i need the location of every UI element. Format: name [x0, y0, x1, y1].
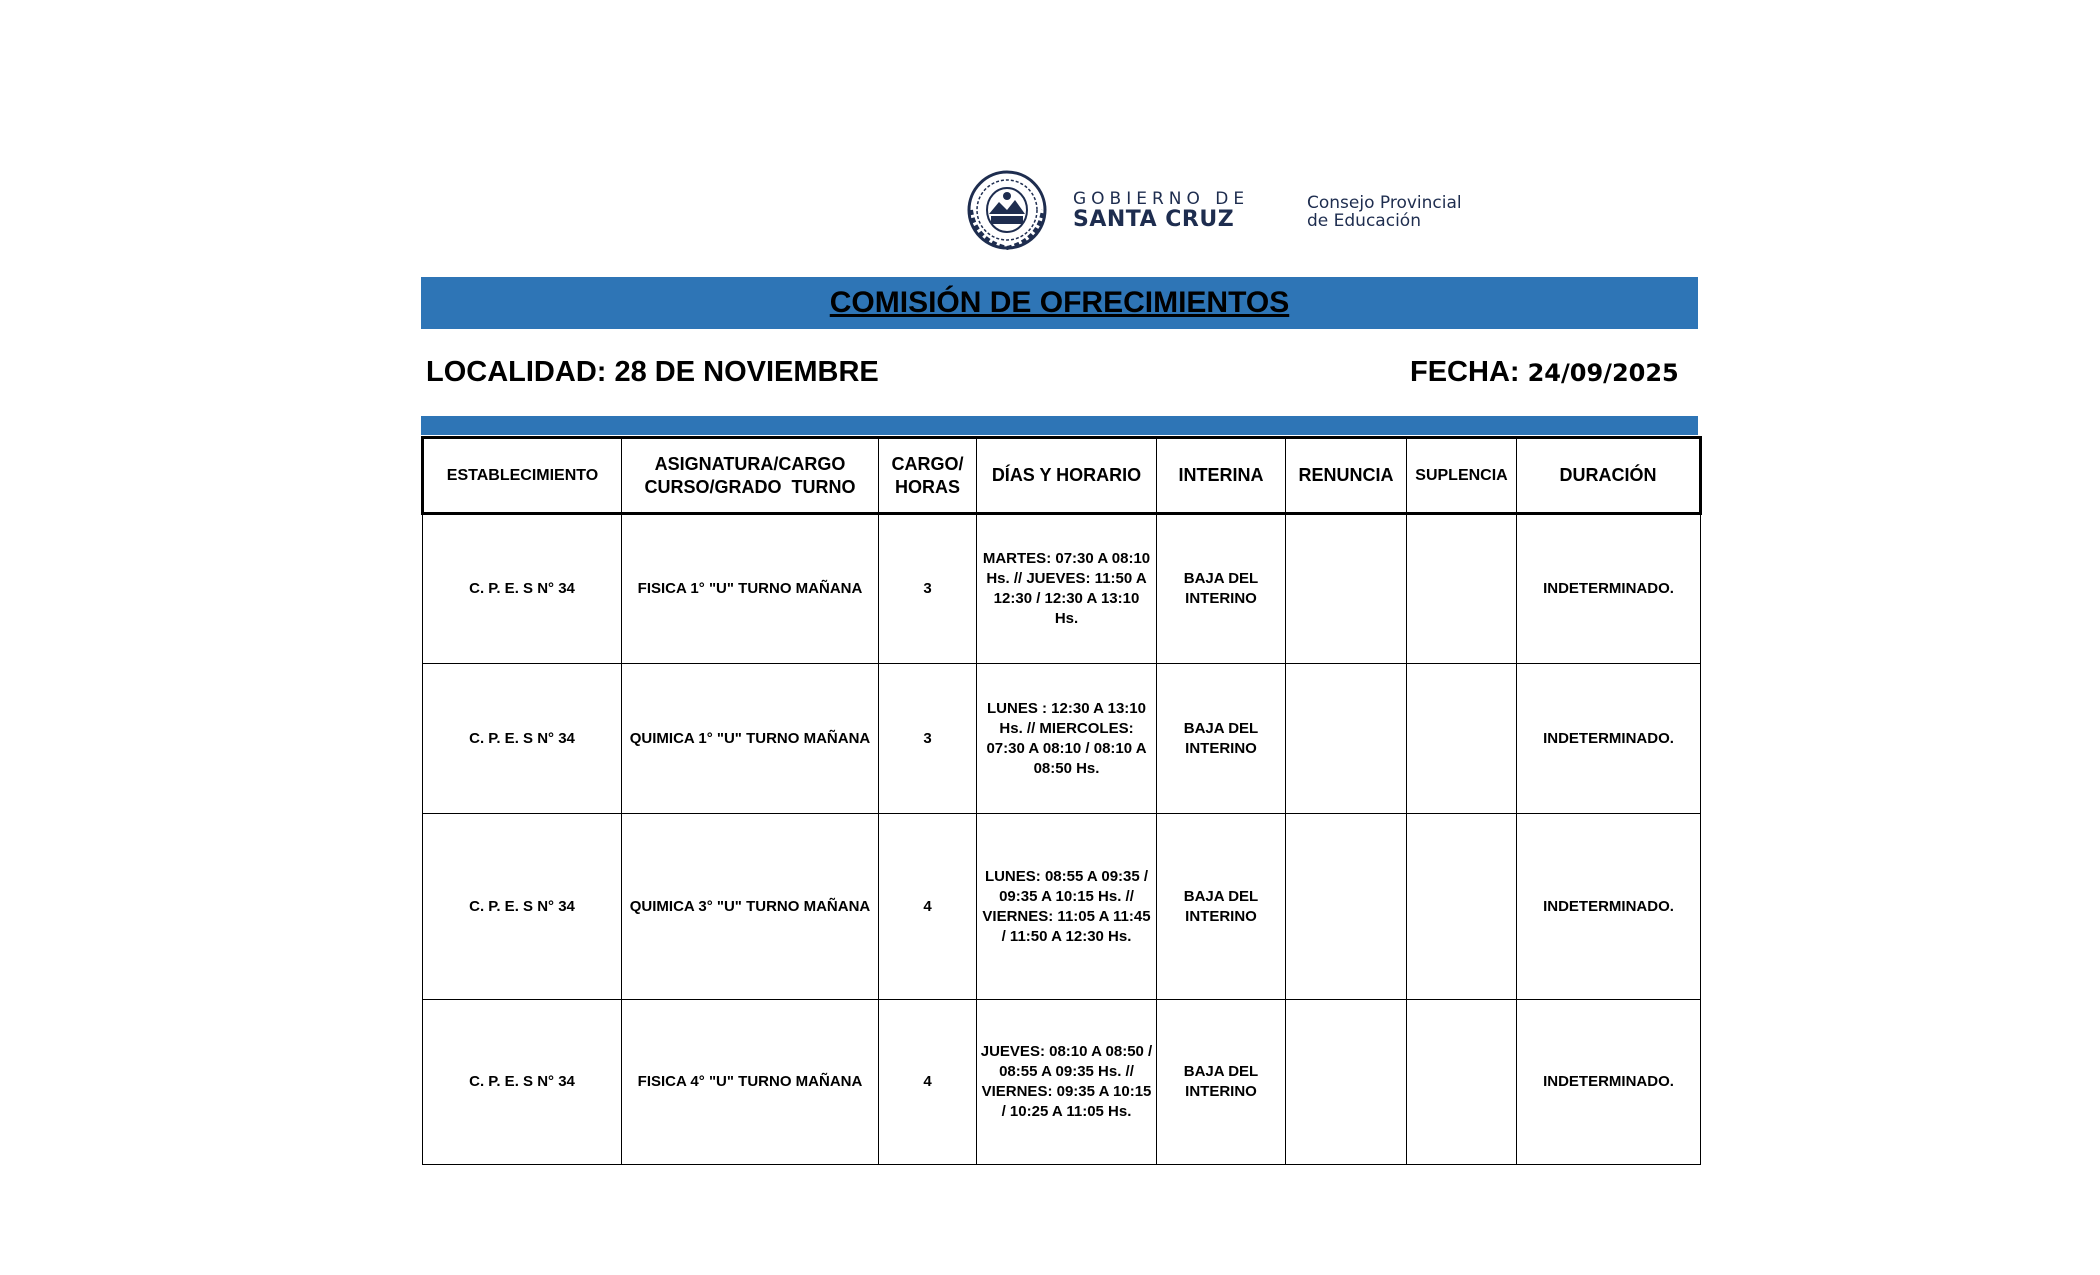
- header-cargo-line-2: HORAS: [894, 476, 960, 497]
- cell-renuncia: [1286, 514, 1407, 664]
- cell-dias: LUNES : 12:30 A 13:10 Hs. // MIERCOLES: 07:30 A 08:10 / 08:10 A 08:50 Hs.: [977, 664, 1157, 814]
- header-logos: [965, 168, 1505, 250]
- cell-horas: 4: [879, 1000, 977, 1165]
- government-wordmark: [1073, 190, 1249, 232]
- cell-establecimiento: C. P. E. S N° 34: [423, 814, 622, 1000]
- cell-asignatura: QUIMICA 3° "U" TURNO MAÑANA: [622, 814, 879, 1000]
- provincial-seal-logo: [965, 170, 1049, 250]
- cell-suplencia: [1407, 664, 1517, 814]
- cell-renuncia: [1286, 664, 1407, 814]
- cell-duracion: INDETERMINADO.: [1517, 814, 1701, 1000]
- cell-suplencia: [1407, 514, 1517, 664]
- gov-line-2: SANTA CRUZ: [1073, 207, 1235, 232]
- cell-establecimiento: C. P. E. S N° 34: [423, 664, 622, 814]
- header-dias: DÍAS Y HORARIO: [977, 438, 1157, 514]
- consejo-wordmark: [1307, 194, 1462, 230]
- table-row: [423, 1000, 1701, 1165]
- cell-interina: BAJA DEL INTERINO: [1157, 514, 1286, 664]
- page-title: COMISIÓN DE OFRECIMIENTOS: [829, 286, 1290, 319]
- cell-interina: BAJA DEL INTERINO: [1157, 814, 1286, 1000]
- header-suplencia: SUPLENCIA: [1407, 438, 1517, 514]
- cell-establecimiento: C. P. E. S N° 34: [423, 1000, 622, 1165]
- cell-horas: 3: [879, 514, 977, 664]
- cell-renuncia: [1286, 814, 1407, 1000]
- fecha: [1410, 356, 1679, 389]
- localidad: [426, 356, 879, 389]
- header-duracion: DURACIÓN: [1517, 438, 1701, 514]
- header-interina: INTERINA: [1157, 438, 1286, 514]
- cell-duracion: INDETERMINADO.: [1517, 664, 1701, 814]
- header-cargo-horas: [879, 438, 977, 514]
- header-asignatura: [622, 438, 879, 514]
- localidad-value: 28 DE NOVIEMBRE: [614, 356, 879, 388]
- gov-line-1: GOBIERNO DE: [1073, 189, 1250, 209]
- cell-interina: BAJA DEL INTERINO: [1157, 1000, 1286, 1165]
- consejo-line-2: de Educación: [1307, 211, 1421, 231]
- table-row: [423, 814, 1701, 1000]
- cell-duracion: INDETERMINADO.: [1517, 514, 1701, 664]
- offers-table: [421, 436, 1702, 1165]
- consejo-line-1: Consejo Provincial: [1307, 193, 1462, 213]
- header-asignatura-line-2: CURSO/GRADO TURNO: [644, 476, 856, 497]
- cell-suplencia: [1407, 814, 1517, 1000]
- divider-band: [421, 416, 1698, 435]
- header-asignatura-line-1: ASIGNATURA/CARGO: [654, 453, 846, 474]
- localidad-label: LOCALIDAD:: [426, 356, 607, 388]
- cell-duracion: INDETERMINADO.: [1517, 1000, 1701, 1165]
- cell-dias: JUEVES: 08:10 A 08:50 / 08:55 A 09:35 Hs. // VIERNES: 09:35 A 10:15 / 10:25 A 11:05 Hs.: [977, 1000, 1157, 1165]
- table-row: [423, 664, 1701, 814]
- cell-establecimiento: C. P. E. S N° 34: [423, 514, 622, 664]
- title-band: [421, 277, 1698, 329]
- cell-renuncia: [1286, 1000, 1407, 1165]
- cell-asignatura: FISICA 4° "U" TURNO MAÑANA: [622, 1000, 879, 1165]
- header-renuncia: RENUNCIA: [1286, 438, 1407, 514]
- cell-interina: BAJA DEL INTERINO: [1157, 664, 1286, 814]
- cell-dias: MARTES: 07:30 A 08:10 Hs. // JUEVES: 11:50 A 12:30 / 12:30 A 13:10 Hs.: [977, 514, 1157, 664]
- fecha-value: 24/09/2025: [1527, 359, 1679, 387]
- table-header-row: [423, 438, 1701, 514]
- table-row: [423, 514, 1701, 664]
- fecha-label: FECHA:: [1410, 356, 1520, 388]
- cell-suplencia: [1407, 1000, 1517, 1165]
- cell-asignatura: QUIMICA 1° "U" TURNO MAÑANA: [622, 664, 879, 814]
- cell-asignatura: FISICA 1° "U" TURNO MAÑANA: [622, 514, 879, 664]
- cell-dias: LUNES: 08:55 A 09:35 / 09:35 A 10:15 Hs. // VIERNES: 11:05 A 11:45 / 11:50 A 12:30 Hs.: [977, 814, 1157, 1000]
- header-establecimiento: ESTABLECIMIENTO: [423, 438, 622, 514]
- cell-horas: 4: [879, 814, 977, 1000]
- cell-horas: 3: [879, 664, 977, 814]
- header-cargo-line-1: CARGO/: [891, 453, 964, 474]
